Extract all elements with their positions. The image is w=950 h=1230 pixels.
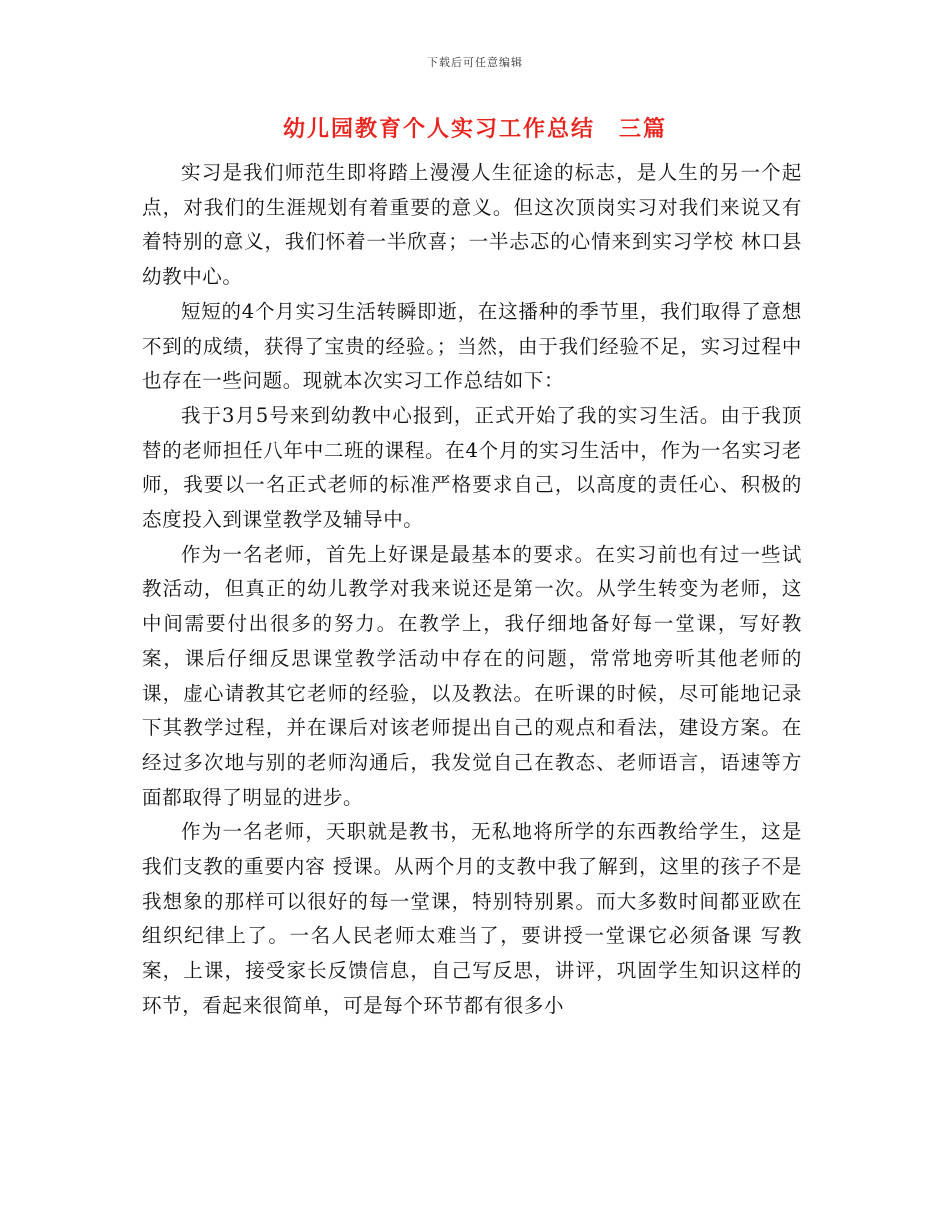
paragraph-3: 我于3月5号来到幼教中心报到，正式开始了我的实习生活。由于我顶替的老师担任八年中二班的课程。在4个月的实习生活中，作为一名实习老师，我要以一名正式老师的标准严格要求自己，以高度的责任心、积极的态度投入到课堂教学及辅导中。 bbox=[142, 403, 802, 532]
paragraph-1: 实习是我们师范生即将踏上漫漫人生征途的标志，是人生的另一个起点，对我们的生涯规划有着重要的意义。但这次顶岗实习对我们来说又有着特别的意义，我们怀着一半欣喜；一半忐忑的心情来到实习学校 林口县幼教中心。 bbox=[142, 161, 802, 289]
page-title: 幼儿园教育个人实习工作总结 三篇 bbox=[282, 116, 667, 142]
paragraph-4: 作为一名老师，首先上好课是最基本的要求。在实习前也有过一些试教活动，但真正的幼儿教学对我来说还是第一次。从学生转变为老师，这中间需要付出很多的努力。在教学上，我仔细地备好每一堂课，写好教案，课后仔细反思课堂教学活动中存在的问题，常常地旁听其他老师的课，虚心请教其它老师的经验，以及教法。在听课的时候，尽可能地记录下其教学过程，并在课后对该老师提出自己的观点和看法，建设方案。在经过多次地与别的老师沟通后，我发觉自己在教态、老师语言，语速等方面都取得了明显的进步。 bbox=[142, 542, 802, 809]
paragraph-2: 短短的4个月实习生活转瞬即逝，在这播种的季节里，我们取得了意想不到的成绩，获得了宝贵的经验。；当然，由于我们经验不足，实习过程中也存在一些问题。现就本次实习工作总结如下： bbox=[142, 299, 802, 393]
header-note: 下载后可任意编辑 bbox=[427, 56, 523, 69]
paragraph-5: 作为一名老师，天职就是教书，无私地将所学的东西教给学生，这是我们支教的重要内容 授课。从两个月的支教中我了解到，这里的孩子不是我想象的那样可以很好的每一堂课，特别特别累。而大多数时间都亚欧在组织纪律上了。一名人民老师太难当了，要讲授一堂课它必须备课 写教案，上课，接受家长反馈信息，自己写反思，讲评，巩固学生知识这样的环节，看起来很简单，可是每个环节都有很多小 bbox=[142, 820, 802, 1017]
document-body bbox=[142, 156, 802, 1024]
